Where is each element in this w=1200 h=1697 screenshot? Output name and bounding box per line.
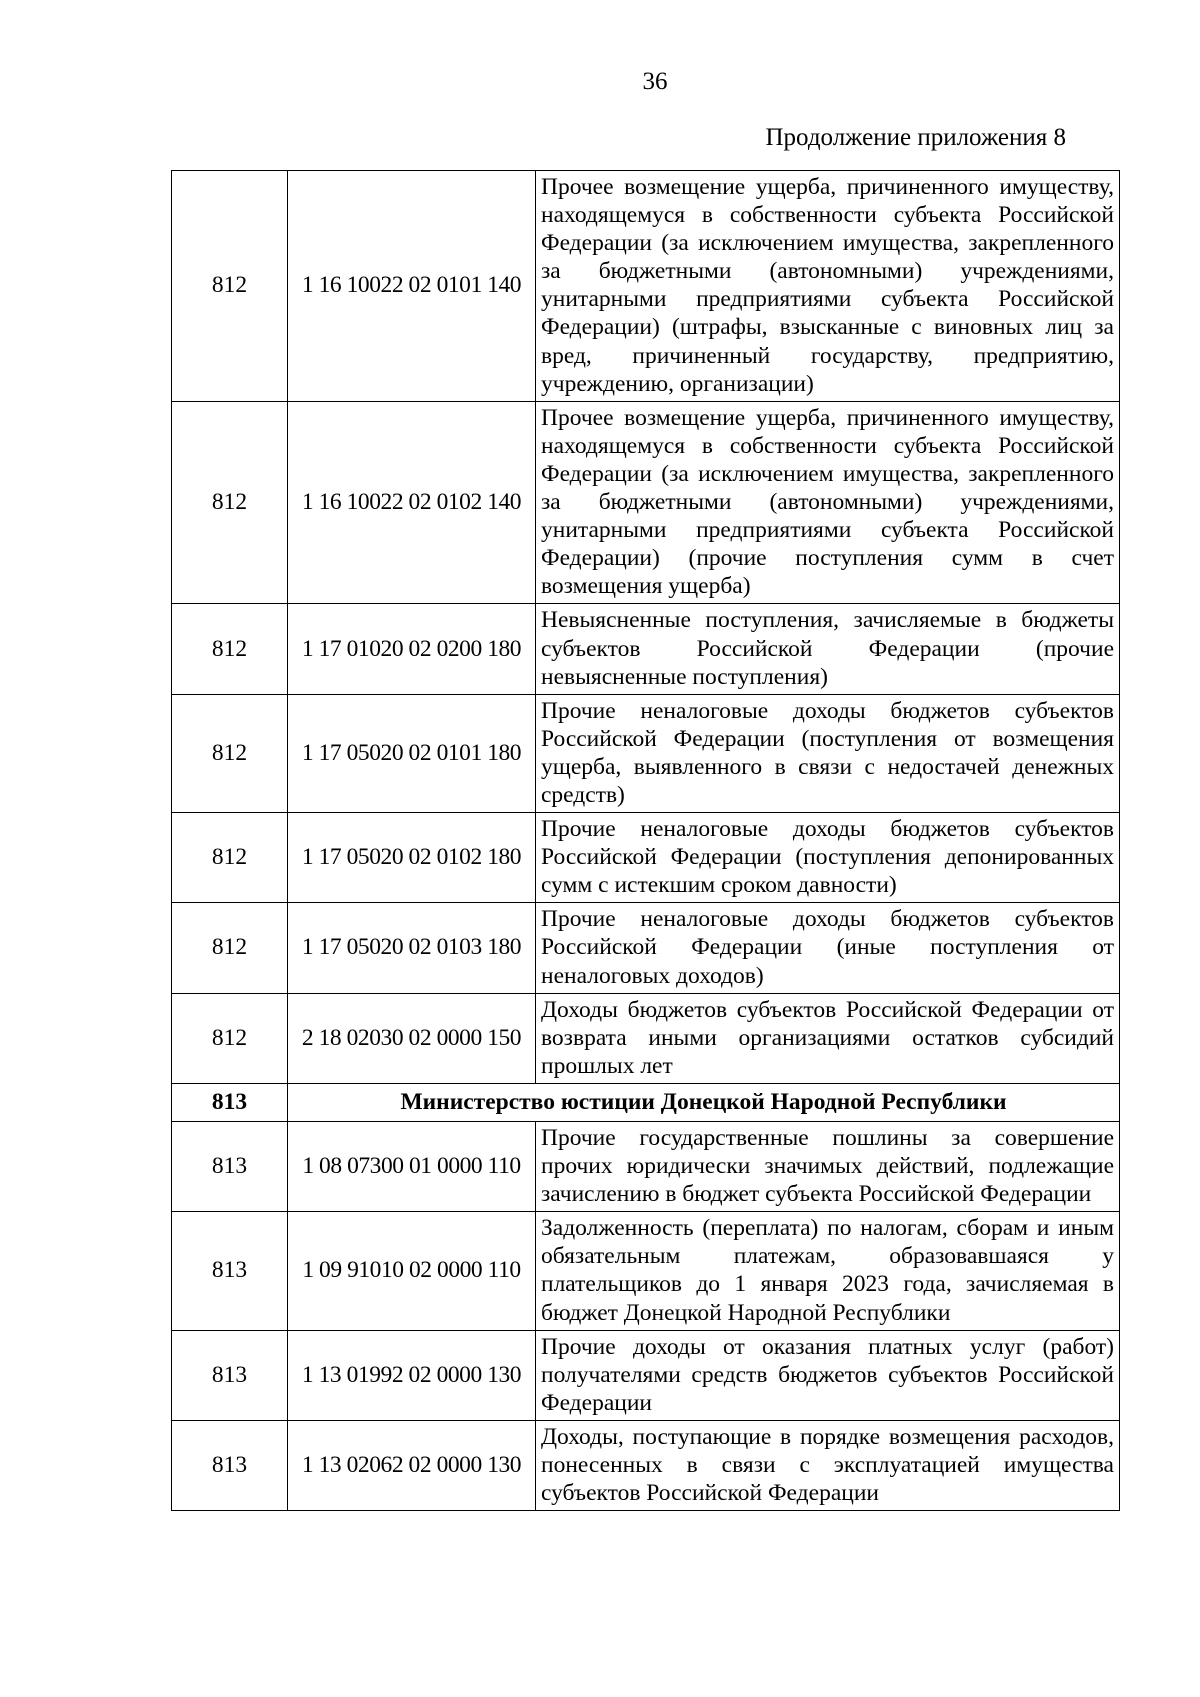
- budget-code-cell: 1 17 01020 02 0200 180: [288, 604, 536, 694]
- budget-code-cell: 2 18 02030 02 0000 150: [288, 993, 536, 1083]
- admin-code-cell: 812: [172, 903, 288, 993]
- description-cell: Прочие государственные пошлины за совершение прочих юридически значимых действий, подлежащие зачислению в бюджет субъекта Российской Федерации: [536, 1122, 1120, 1212]
- admin-code-cell: 813: [172, 1122, 288, 1212]
- admin-code-cell: 813: [172, 1212, 288, 1330]
- description-cell: Прочие доходы от оказания платных услуг (работ) получателями средств бюджетов субъектов Российской Федерации: [536, 1330, 1120, 1420]
- budget-code-cell: 1 13 01992 02 0000 130: [288, 1330, 536, 1420]
- description-cell: Прочие неналоговые доходы бюджетов субъектов Российской Федерации (поступления депонированных сумм с истекшим сроком давности): [536, 813, 1120, 903]
- description-cell: Доходы, поступающие в порядке возмещения расходов, понесенных в связи с эксплуатацией имущества субъектов Российской Федерации: [536, 1420, 1120, 1510]
- table-row: [172, 694, 1120, 812]
- budget-code-cell: 1 16 10022 02 0101 140: [288, 171, 536, 402]
- description-cell: Прочее возмещение ущерба, причиненного имуществу, находящемуся в собственности субъекта Российской Федерации (за исключением имущества, закрепленного за бюджетными (автономными) учреждениями, унитарными предприятиями субъекта Российской Федерации) (штрафы, взысканные с виновных лиц за вред, причиненный государству, предприятию, учреждению, организации): [536, 171, 1120, 402]
- admin-code-cell: 812: [172, 813, 288, 903]
- budget-code-cell: 1 08 07300 01 0000 110: [288, 1122, 536, 1212]
- table-row: [172, 993, 1120, 1083]
- budget-code-cell: 1 13 02062 02 0000 130: [288, 1420, 536, 1510]
- income-codes-table: [171, 170, 1120, 1511]
- description-cell: Задолженность (переплата) по налогам, сборам и иным обязательным платежам, образовавшаяся у плательщиков до 1 января 2023 года, зачисляемая в бюджет Донецкой Народной Республики: [536, 1212, 1120, 1330]
- budget-code-cell: 1 17 05020 02 0103 180: [288, 903, 536, 993]
- table-row: [172, 903, 1120, 993]
- section-code-cell: 813: [172, 1083, 288, 1121]
- table-row: [172, 1420, 1120, 1510]
- description-cell: Прочее возмещение ущерба, причиненного имуществу, находящемуся в собственности субъекта Российской Федерации (за исключением имущества, закрепленного за бюджетными (автономными) учреждениями, унитарными предприятиями субъекта Российской Федерации) (прочие поступления сумм в счет возмещения ущерба): [536, 401, 1120, 604]
- description-cell: Невыясненные поступления, зачисляемые в бюджеты субъектов Российской Федерации (прочие невыясненные поступления): [536, 604, 1120, 694]
- table-row: [172, 1330, 1120, 1420]
- admin-code-cell: 812: [172, 171, 288, 402]
- admin-code-cell: 812: [172, 604, 288, 694]
- description-cell: Прочие неналоговые доходы бюджетов субъектов Российской Федерации (иные поступления от неналоговых доходов): [536, 903, 1120, 993]
- table-row: [172, 401, 1120, 604]
- admin-code-cell: 812: [172, 993, 288, 1083]
- budget-code-cell: 1 09 91010 02 0000 110: [288, 1212, 536, 1330]
- section-title-cell: Министерство юстиции Донецкой Народной Республики: [288, 1083, 1120, 1121]
- appendix-label: Продолжение приложения 8: [765, 124, 1066, 151]
- table-row: [172, 171, 1120, 402]
- page-number: 36: [642, 68, 668, 95]
- budget-code-cell: 1 17 05020 02 0101 180: [288, 694, 536, 812]
- admin-code-cell: 813: [172, 1330, 288, 1420]
- description-cell: Прочие неналоговые доходы бюджетов субъектов Российской Федерации (поступления от возмещения ущерба, выявленного в связи с недостачей денежных средств): [536, 694, 1120, 812]
- description-cell: Доходы бюджетов субъектов Российской Федерации от возврата иными организациями остатков субсидий прошлых лет: [536, 993, 1120, 1083]
- table-row: [172, 1212, 1120, 1330]
- section-header-row: [172, 1083, 1120, 1121]
- budget-code-cell: 1 16 10022 02 0102 140: [288, 401, 536, 604]
- admin-code-cell: 813: [172, 1420, 288, 1510]
- table-row: [172, 604, 1120, 694]
- table-row: [172, 1122, 1120, 1212]
- budget-code-cell: 1 17 05020 02 0102 180: [288, 813, 536, 903]
- admin-code-cell: 812: [172, 694, 288, 812]
- admin-code-cell: 812: [172, 401, 288, 604]
- table-row: [172, 813, 1120, 903]
